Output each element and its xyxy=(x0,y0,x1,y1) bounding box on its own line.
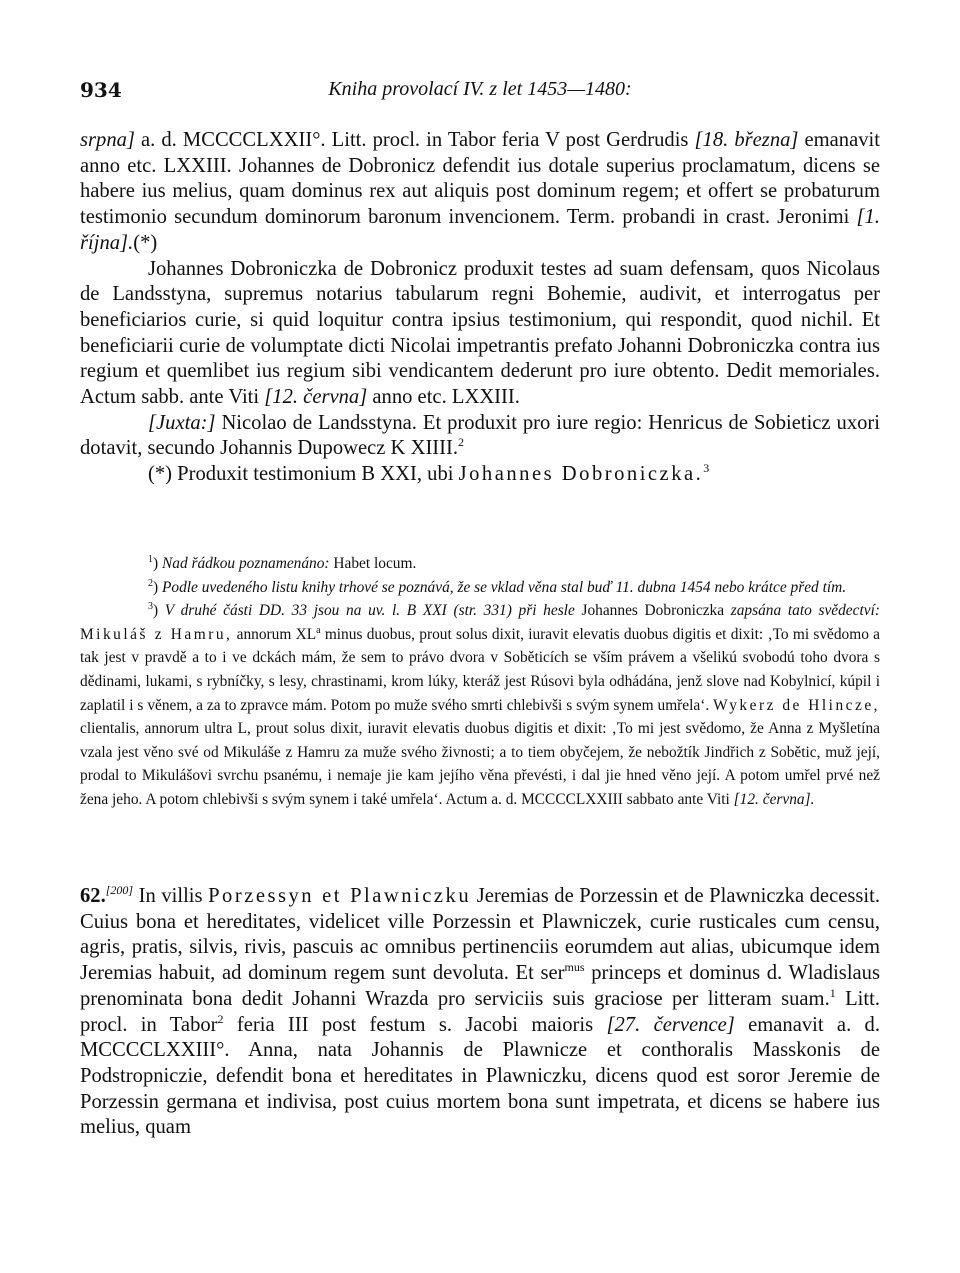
spaced-name: Mikuláš z Hamru, xyxy=(80,625,233,643)
text-run: (*) Produxit testimonium B XXI, ubi xyxy=(148,463,459,486)
text-run: emanavit a. d. MCCCCLXXIII°. Anna, nata Johannis de Plawnicze et conthoralis Masskonis de Podstropniczie, defendit bona et hereditates in Plawniczku, dicens quod est soror Jeremie de Porzessin germana et indivisa, post cuius mortem bona sunt impetrata, et dicens se habere ius melius, quam xyxy=(80,1013,881,1139)
text-run: emanavit anno etc. LXXIII. Johannes de Dobronicz defendit ius dotale superius proclamatum, dicens se habere ius melius, quam dominus rex aut aliquis post dominum regem; et offert se probaturum testimonio secundum dominorum baronum invencionem. Term. probandi in crast. Jeronimi xyxy=(80,129,880,229)
paragraph-1 xyxy=(80,128,880,257)
footnotes xyxy=(80,552,880,812)
footnote-ref: 2 xyxy=(217,1011,224,1026)
footnote-3: $^3$) V druhé části DD. 33 jsou na uv. l. B XXI (str. 331) při hesle Johannes Dobroniczka zapsána tato svědectví: Mikuláš z Hamru, annorum $XL^a$ minus duobus, prout solus dixit, iuravit elevatis duobus digitis et dixit: ‚To mi svědomo a tak jest v pravdě a to i ve dckách mám, že sem to právo dvora v Soběticích se vším právem a všelikú svobodú toho dvora s dědinami, lukami, s rybníčky, s lesy, chrastinami, krom lúky, kteráž jest Rúsovi byla odhádána, jenž slove nad Kobylnicí, kúpil i zaplatil i s věnem, a za to zpravce mám. Potom po muže svého smrti chlebivši s svým synem umřela‘. Wykerz de Hlincze, clientalis, annorum ultra L, prout solus dixit, iuravit elevatis duobus digitis et dixit: ‚To mi jest svědomo, že Anna z Myšletína vzala jest věno své od Mikuláše z Hamru za muže svého živnosti; a to tiem obyčejem, že nebožtík Jindřich z Sobětic, muž její, prodal to Mikulášovi svrchu psanému, i nemaje jie kam jejího věna převésti, i dal jie hned věno její. A potom umřel prvé než žena jeho. A potom chlebivši s svým synem i také umřela‘. Actum a. d. MCCCCLXXIII sabbato ante Viti [12. června]. xyxy=(80,601,881,808)
entry-62 xyxy=(80,884,880,1141)
text-run: feria III post festum s. Jacobi maioris xyxy=(223,1013,607,1036)
footnote-mark: 1 xyxy=(148,554,153,565)
entry-number: 62. xyxy=(80,885,106,907)
marginal-italic: [Juxta:] xyxy=(148,411,216,434)
text-run: Johannes Dobroniczka de Dobronicz produxit testes ad suam defensam, quos Nicolaus de Landsstyna, supremus notarius tabularum regni Bohemie, audivit, et interrogatus per beneficiarios curie, si quid loquitur contra ipsius testimonium, qui respondit, quod nichil. Et beneficiarii curie de volumptate dicti Nicolai impetrantis prefato Johanni Dobroniczka contra ius regium et quemlibet ius regium sibi vendicantem dederunt pro iure obtento. Dedit memoriales. Actum sabb. ante Viti xyxy=(80,257,880,409)
text-run: Jeremias de Porzessin et de Plawniczka decessit. Cuius bona et hereditates, videlicet ville Porzessin et Plawniczek, curie rusticales cum censu, agris, pratis, silvis, rivis, pascuis ac omnibus pertinenciis eorumdem aut alias, ubicumque idem Jeremias habuit, ad dominum regem sunt devoluta. Et ser xyxy=(80,885,880,985)
text-run: Litt. procl. in Tabor xyxy=(80,987,880,1036)
paragraph-3 xyxy=(80,411,880,462)
text-run: Nicolao de Landsstyna. Et produxit pro iure regio: Henricus de Sobieticz uxori dotavit, secundo Johannis Dupowecz K XIIII. xyxy=(80,411,880,460)
footnote-text: minus duobus, prout solus dixit, iuravit elevatis duobus digitis et dixit: ‚To mi svědomo a tak jest v pravdě a to i ve dckách mám, že sem to právo dvora v Soběticích se vším právem a všelikú svobodú toho dvora s dědinami, lukami, s rybníčky, s lesy, chrastinami, krom lúky, kteráž jest Rúsovi byla odhádána, jenž slove nad Kobylnicí, kúpil i zaplatil i s věnem, a za to zpravce mám. Potom po muže svého smrti chlebivši s svým synem umřela‘. xyxy=(80,625,881,714)
main-text xyxy=(80,128,880,488)
paragraph-2 xyxy=(80,257,880,411)
running-title: Kniha provolací IV. z let 1453—1480: xyxy=(328,78,632,100)
text-run: anno etc. LXXIII. xyxy=(367,386,520,409)
footnote-text: Johannes Dobroniczka xyxy=(574,602,731,620)
spaced-name: Wykerz de Hlincze, xyxy=(713,696,880,714)
running-header xyxy=(80,78,880,104)
footnote-mark: 2 xyxy=(148,577,153,589)
footnote-italic: Podle uvedeného listu knihy trhové se poznává, že se vklad věna stal buď 11. dubna 1454 nebo krátce před tím. xyxy=(161,578,847,596)
paragraph-4 xyxy=(80,462,880,488)
date-italic: srpna] xyxy=(80,129,135,151)
footnote-ref: 1 xyxy=(829,985,836,1000)
footnote-2: $^2$) Podle uvedeného listu knihy trhové se poznává, že se vklad věna stal buď 11. dubna 1454 nebo krátce před tím. xyxy=(148,577,847,596)
date-italic: [18. března] xyxy=(694,129,799,151)
footnote-text: Habet locum. xyxy=(329,555,417,572)
footnote-italic: [12. června]. xyxy=(733,790,815,808)
date-italic: [27. července] xyxy=(606,1013,735,1036)
footnote-mark: 3 xyxy=(148,601,153,613)
footnote-italic: Nad řádkou poznamenáno: xyxy=(161,555,330,572)
text-run: In villis xyxy=(133,885,209,907)
text-run: princeps et dominus d. Wladislaus prenominata bona dedit Johanni Wrazda pro serviciis suis graciose per litteram suam. xyxy=(80,962,880,1010)
spaced-name: Porzessyn et Plawniczku xyxy=(208,885,472,907)
footnote-italic: zapsána tato svědectví: xyxy=(730,602,880,620)
footnote-text: clientalis, annorum ultra L, prout solus dixit, iuravit elevatis duobus digitis et dixit: ‚To mi jest svědomo, že Anna z Myšletína vzala jest věno své od Mikuláše z Hamru za muže svého živnosti; a to tiem obyčejem, že nebožtík Jindřich z Sobětic, muž její, prodal to Mikulášovi svrchu psanému, i nemaje jie kam jejího věna převésti, i dal jie hned věno její. A potom umřel prvé než žena jeho. A potom chlebivši s svým synem i také umřela‘. Actum a. d. MCCCCLXXIII sabbato ante Viti xyxy=(80,720,880,808)
footnote-italic: V druhé části DD. 33 jsou na uv. l. B XXI (str. 331) při hesle xyxy=(164,602,575,620)
asterisk-mark: (*) xyxy=(133,231,158,254)
date-italic: [1. října]. xyxy=(80,206,880,254)
footnote-ref: 2 xyxy=(458,435,465,450)
text-run: a. d. MCCCCLXXII°. Litt. procl. in Tabor feria V post Gerdrudis xyxy=(134,129,695,151)
entry-bracket-ref: [200] xyxy=(105,883,134,897)
page-number: 934 xyxy=(80,78,122,102)
footnote-1: $^1$) Nad řádkou poznamenáno: Habet locum. xyxy=(148,554,417,572)
date-italic: [12. června] xyxy=(264,386,368,409)
spaced-name: Johannes Dobroniczka. xyxy=(458,463,704,486)
superscript: a xyxy=(316,624,321,636)
superscript: mus xyxy=(564,960,585,975)
footnote-text: annorum XL xyxy=(232,625,317,643)
entry-paragraph xyxy=(80,884,880,1141)
footnote-ref: 3 xyxy=(703,461,710,476)
